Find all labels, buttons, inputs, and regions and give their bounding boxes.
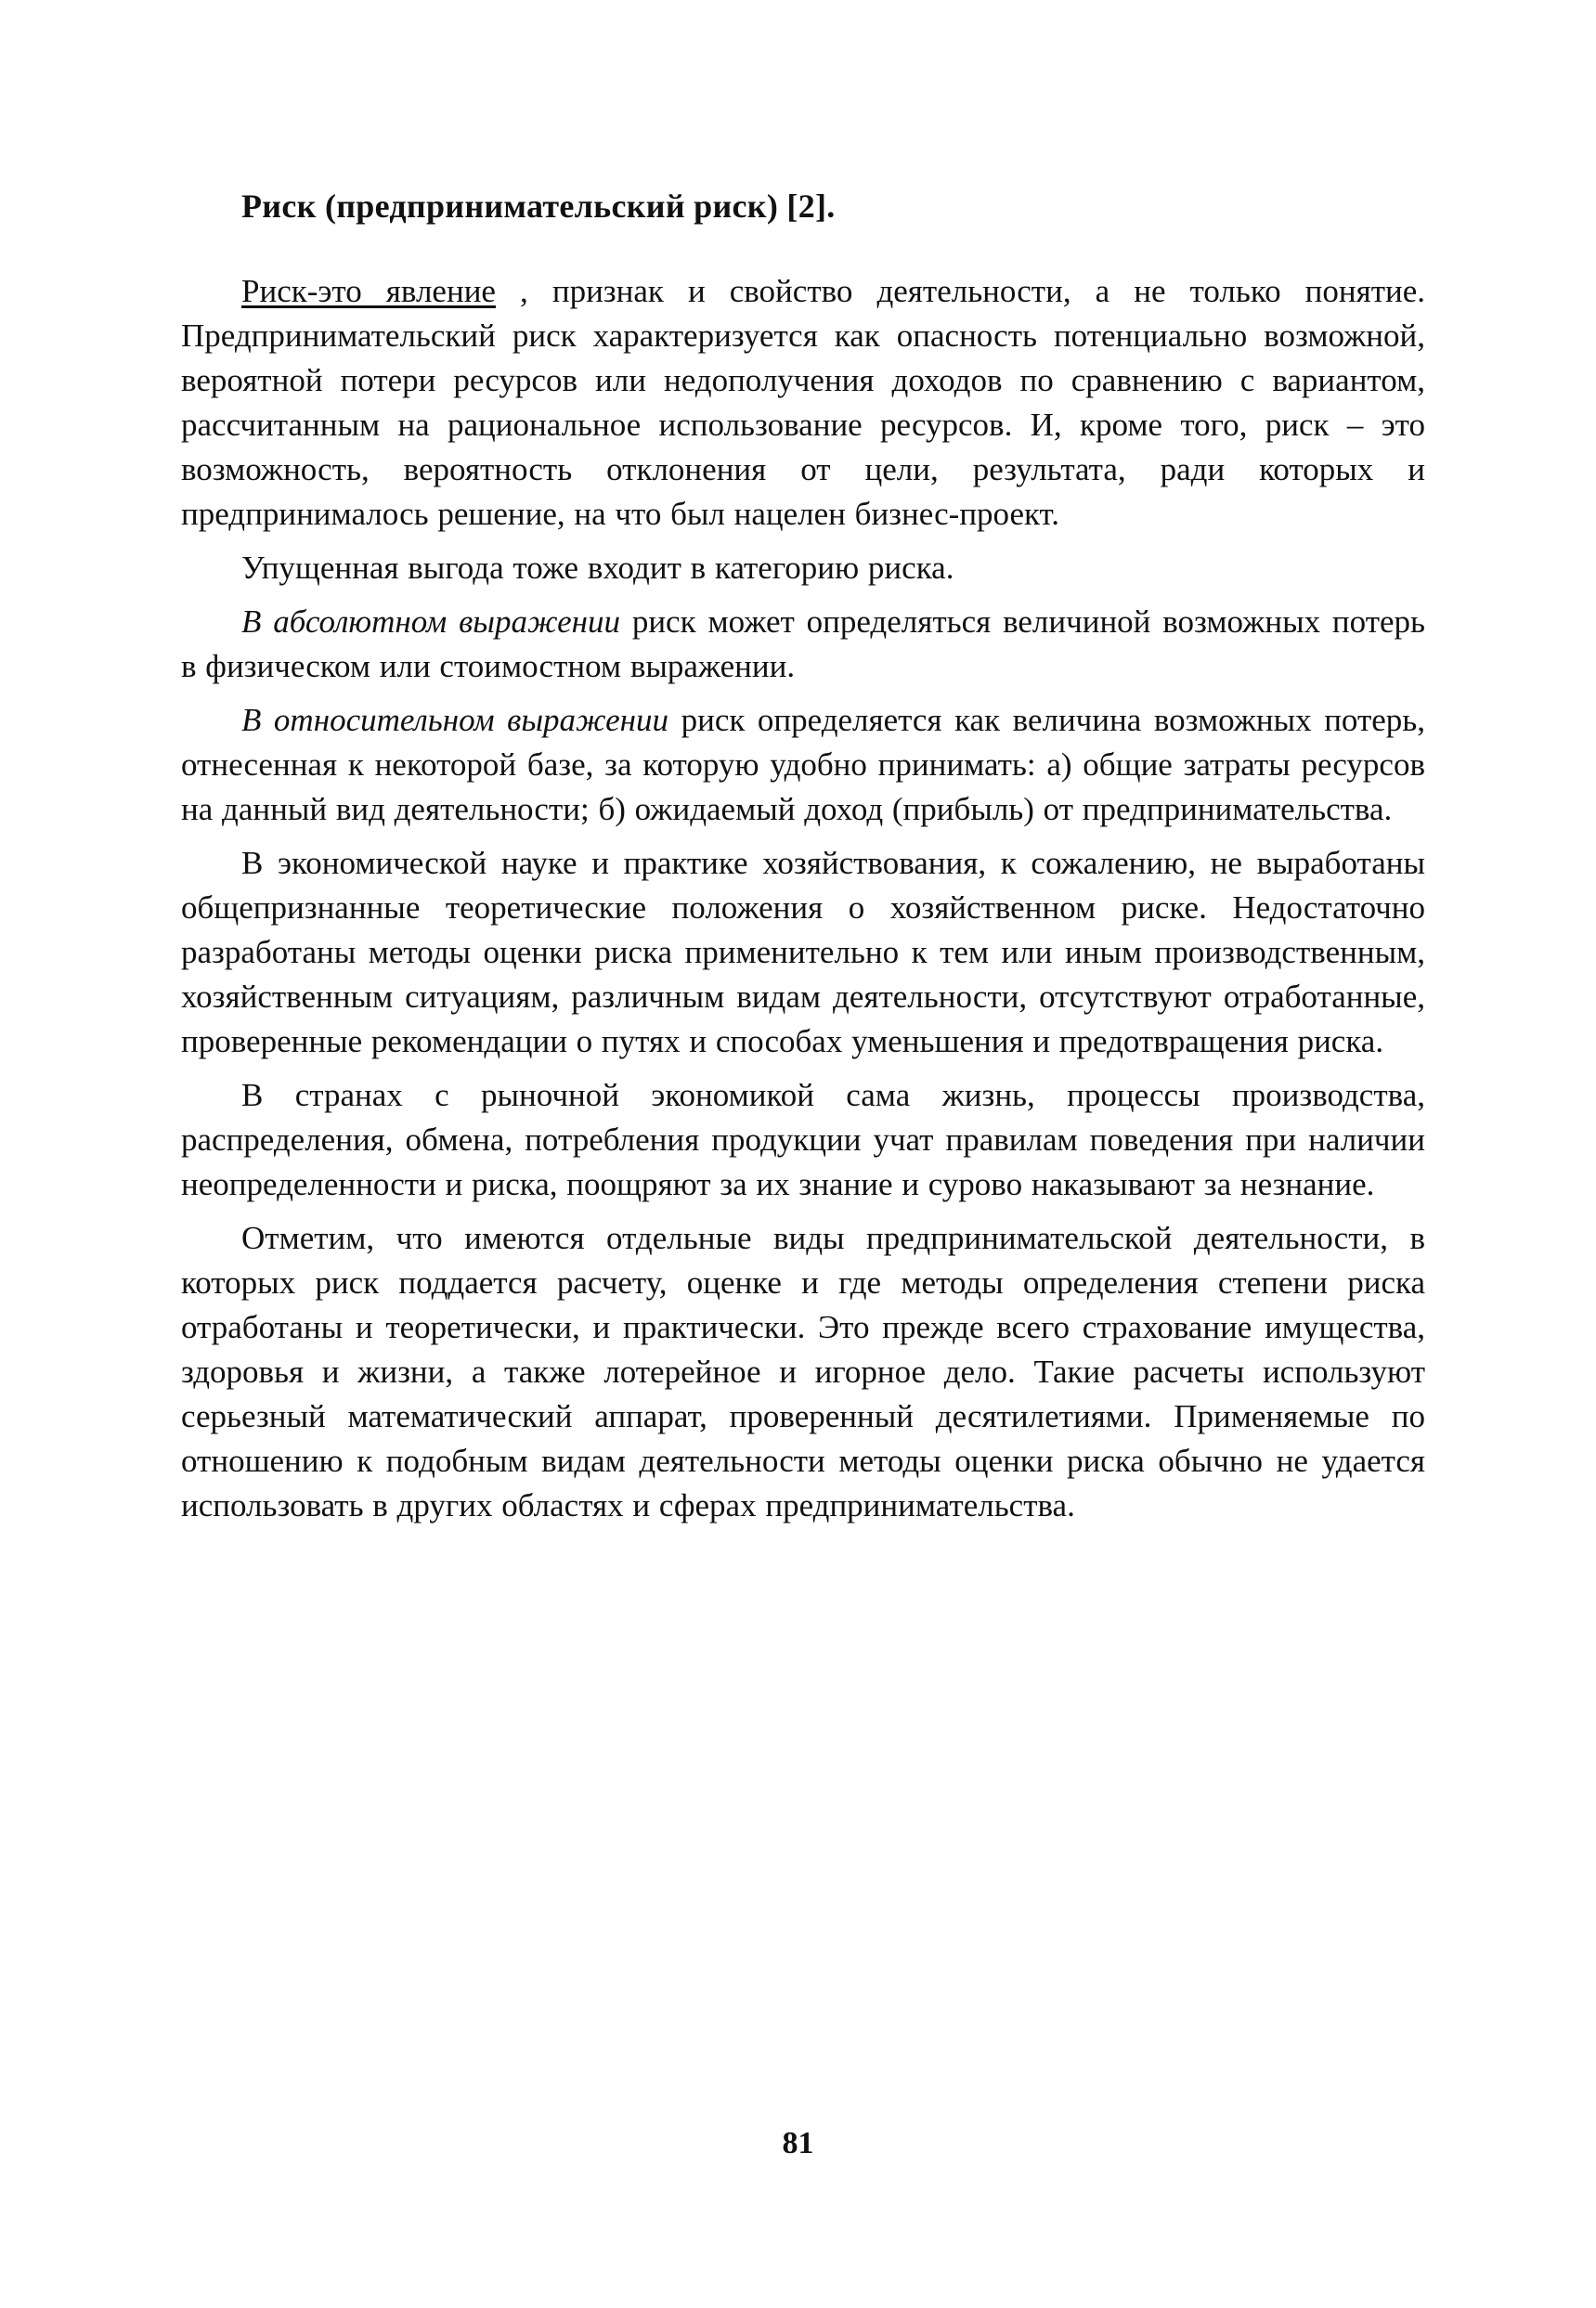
underlined-term: Риск-это явление (241, 273, 496, 309)
paragraph-market-economies: В странах с рыночной экономикой сама жизнь, процессы производства, распределения, обмена, потребления продукции учат правилам поведения при наличии неопределенности и риска, поощряют за их знание и сурово наказывают за незнание. (181, 1077, 1425, 1202)
paragraph-absolute-expression (181, 600, 1425, 689)
paragraph-risk-calculation: Отметим, что имеются отдельные виды предпринимательской деятельности, в которых риск поддается расчету, оценке и где методы определения степени риска отработаны и теоретически, и практически. Это прежде всего страхование имущества, здоровья и жизни, а также лотерейное и игорное дело. Такие расчеты используют серьезный математический аппарат, проверенный десятилетиями. Применяемые по отношению к подобным видам деятельности методы оценки риска обычно не удается использовать в других областях и сферах предпринимательства. (181, 1220, 1425, 1524)
italic-term: В абсолютном выражении (241, 603, 620, 640)
section-heading: Риск (предпринимательский риск) [2]. (241, 188, 836, 225)
paragraph-text: риск определяется как величина возможных потерь, отнесенная к некоторой базе, за которую удобно принимать: а) общие затраты ресурсов на данный вид деятельности; б) ожидаемый доход (прибыль) от предпринимательства. (181, 702, 1426, 827)
paragraph-text: риск может определяться величиной возможных потерь в физическом или стоимостном выражении. (181, 603, 1425, 684)
paragraph-text: , признак и свойство деятельности, а не только понятие. Предпринимательский риск характеризуется как опасность потенциально возможной, вероятной потери ресурсов или недополучения доходов по сравнению с вариантом, рассчитанным на рациональное использование ресурсов. И, кроме того, риск – это возможность, вероятность отклонения от цели, результата, ради которых и предпринималось решение, на что был нацелен бизнес-проект. (181, 273, 1426, 532)
paragraph-lost-profit: Упущенная выгода тоже входит в категорию риска. (241, 550, 954, 586)
paragraph-relative-expression (181, 698, 1425, 832)
italic-term: В относительном выражении (241, 702, 669, 738)
page-number: 81 (782, 2126, 814, 2160)
document-page (181, 184, 1425, 1537)
paragraph-risk-definition (181, 269, 1425, 537)
paragraph-economic-science: В экономической науке и практике хозяйствования, к сожалению, не выработаны общепризнанные теоретические положения о хозяйственном риске. Недостаточно разработаны методы оценки риска применительно к тем или иным производственным, хозяйственным ситуациям, различным видам деятельности, отсутствуют отработанные, проверенные рекомендации о путях и способах уменьшения и предотвращения риска. (181, 845, 1425, 1059)
